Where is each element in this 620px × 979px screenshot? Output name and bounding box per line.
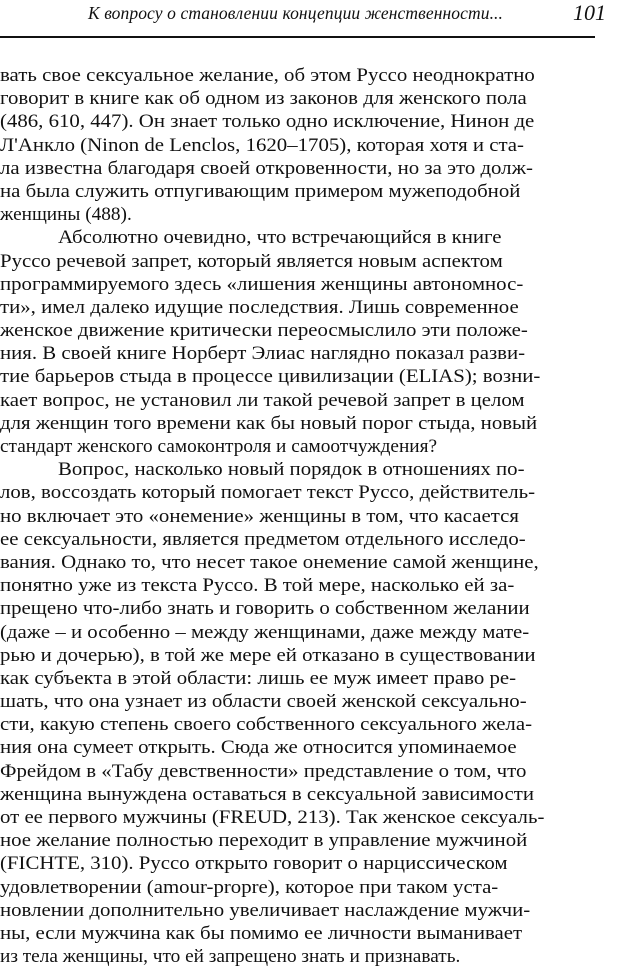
text-line: женщина вынуждена оставаться в сексуальной зависимости — [0, 783, 534, 805]
text-line: Фрейдом в «Табу девственности» представление о том, что — [0, 760, 527, 782]
text-line: Руссо речевой запрет, который является новым аспектом — [0, 250, 503, 272]
text-line: лов, воссоздать который помогает текст Руссо, действитель- — [0, 482, 536, 504]
text-line: ла известна благодаря своей откровенности, но за это долж- — [0, 157, 533, 179]
text-line: ее сексуальности, является предметом отдельного исследо- — [0, 528, 526, 550]
running-title: К вопросу о становлении концепции женственности... — [88, 3, 504, 23]
text-line: удовлетворении (amour-propre), которое при таком уста- — [0, 876, 499, 898]
text-line: ны, если мужчина как бы помимо ее личности выманивает — [0, 922, 523, 944]
text-line: от ее первого мужчины (FREUD, 213). Так женское сексуаль- — [0, 807, 545, 828]
text-line: понятно уже из текста Руссо. В той мере, насколько ей за- — [0, 575, 515, 597]
text-line: женщины (488). — [0, 204, 132, 226]
text-line: ное желание полностью переходит в управление мужчиной — [0, 830, 528, 852]
text-line: вать свое сексуальное желание, об этом Руссо неоднократно — [0, 65, 535, 86]
text-line: (486, 610, 447). Он знает только одно исключение, Нинон де — [0, 111, 535, 133]
text-line: программируемого здесь «лишения женщины автономнос- — [0, 273, 524, 295]
running-header — [0, 0, 620, 34]
text-line: ния. В своей книге Норберт Элиас наглядно показал разви- — [0, 343, 526, 365]
page-number: 101 — [573, 0, 606, 25]
text-line: тие барьеров стыда в процессе цивилизации (ELIAS); возни- — [0, 366, 541, 388]
body-text — [0, 64, 620, 968]
text-line: Абсолютно очевидно, что встречающийся в книге — [58, 227, 502, 249]
text-line: женское движение критически переосмыслило эти положе- — [0, 320, 528, 342]
text-line: как субъекта в этой области: лишь ее муж имеет право ре- — [0, 667, 517, 689]
text-line: (даже – и особенно – между женщинами, даже между мате- — [0, 621, 530, 643]
text-line: Л'Анкло (Ninon de Lenclos, 1620–1705), которая хотя и ста- — [0, 134, 525, 156]
text-line: на была служить отпугивающим примером мужеподобной — [0, 180, 521, 202]
text-line: из тела женщины, что ей запрещено знать и признавать. — [0, 946, 461, 968]
text-line: говорит в книге как об одном из законов для женского пола — [0, 88, 527, 110]
text-line: новлении дополнительно увеличивает наслаждение мужчи- — [0, 899, 531, 921]
text-line: вания. Однако то, что несет такое онемение самой женщине, — [0, 551, 539, 573]
text-line: стандарт женского самоконтроля и самоотчуждения? — [0, 436, 438, 457]
header-rule — [0, 36, 595, 38]
text-line: Вопрос, насколько новый порядок в отношениях по- — [58, 459, 525, 481]
text-line: но включает это «онемение» женщины в том, что касается — [0, 505, 519, 527]
text-line: прещено что-либо знать и говорить о собственном желании — [0, 598, 530, 620]
text-line: кает вопрос, не установил ли такой речевой запрет в целом — [0, 389, 525, 411]
text-line: для женщин того времени как бы новый порог стыда, новый — [0, 412, 538, 434]
text-line: шать, что она узнает из области своей женской сексуально- — [0, 691, 527, 713]
text-line: ти», имел далеко идущие последствия. Лишь современное — [0, 296, 519, 318]
text-line: сти, какую степень своего собственного сексуального жела- — [0, 714, 533, 736]
text-line: ния она сумеет открыть. Сюда же относится упоминаемое — [0, 737, 517, 759]
text-line: (FICHTE, 310). Руссо открыто говорит о нарциссическом — [0, 853, 508, 875]
text-line: рью и дочерью), в той же мере ей отказано в существовании — [0, 644, 536, 666]
